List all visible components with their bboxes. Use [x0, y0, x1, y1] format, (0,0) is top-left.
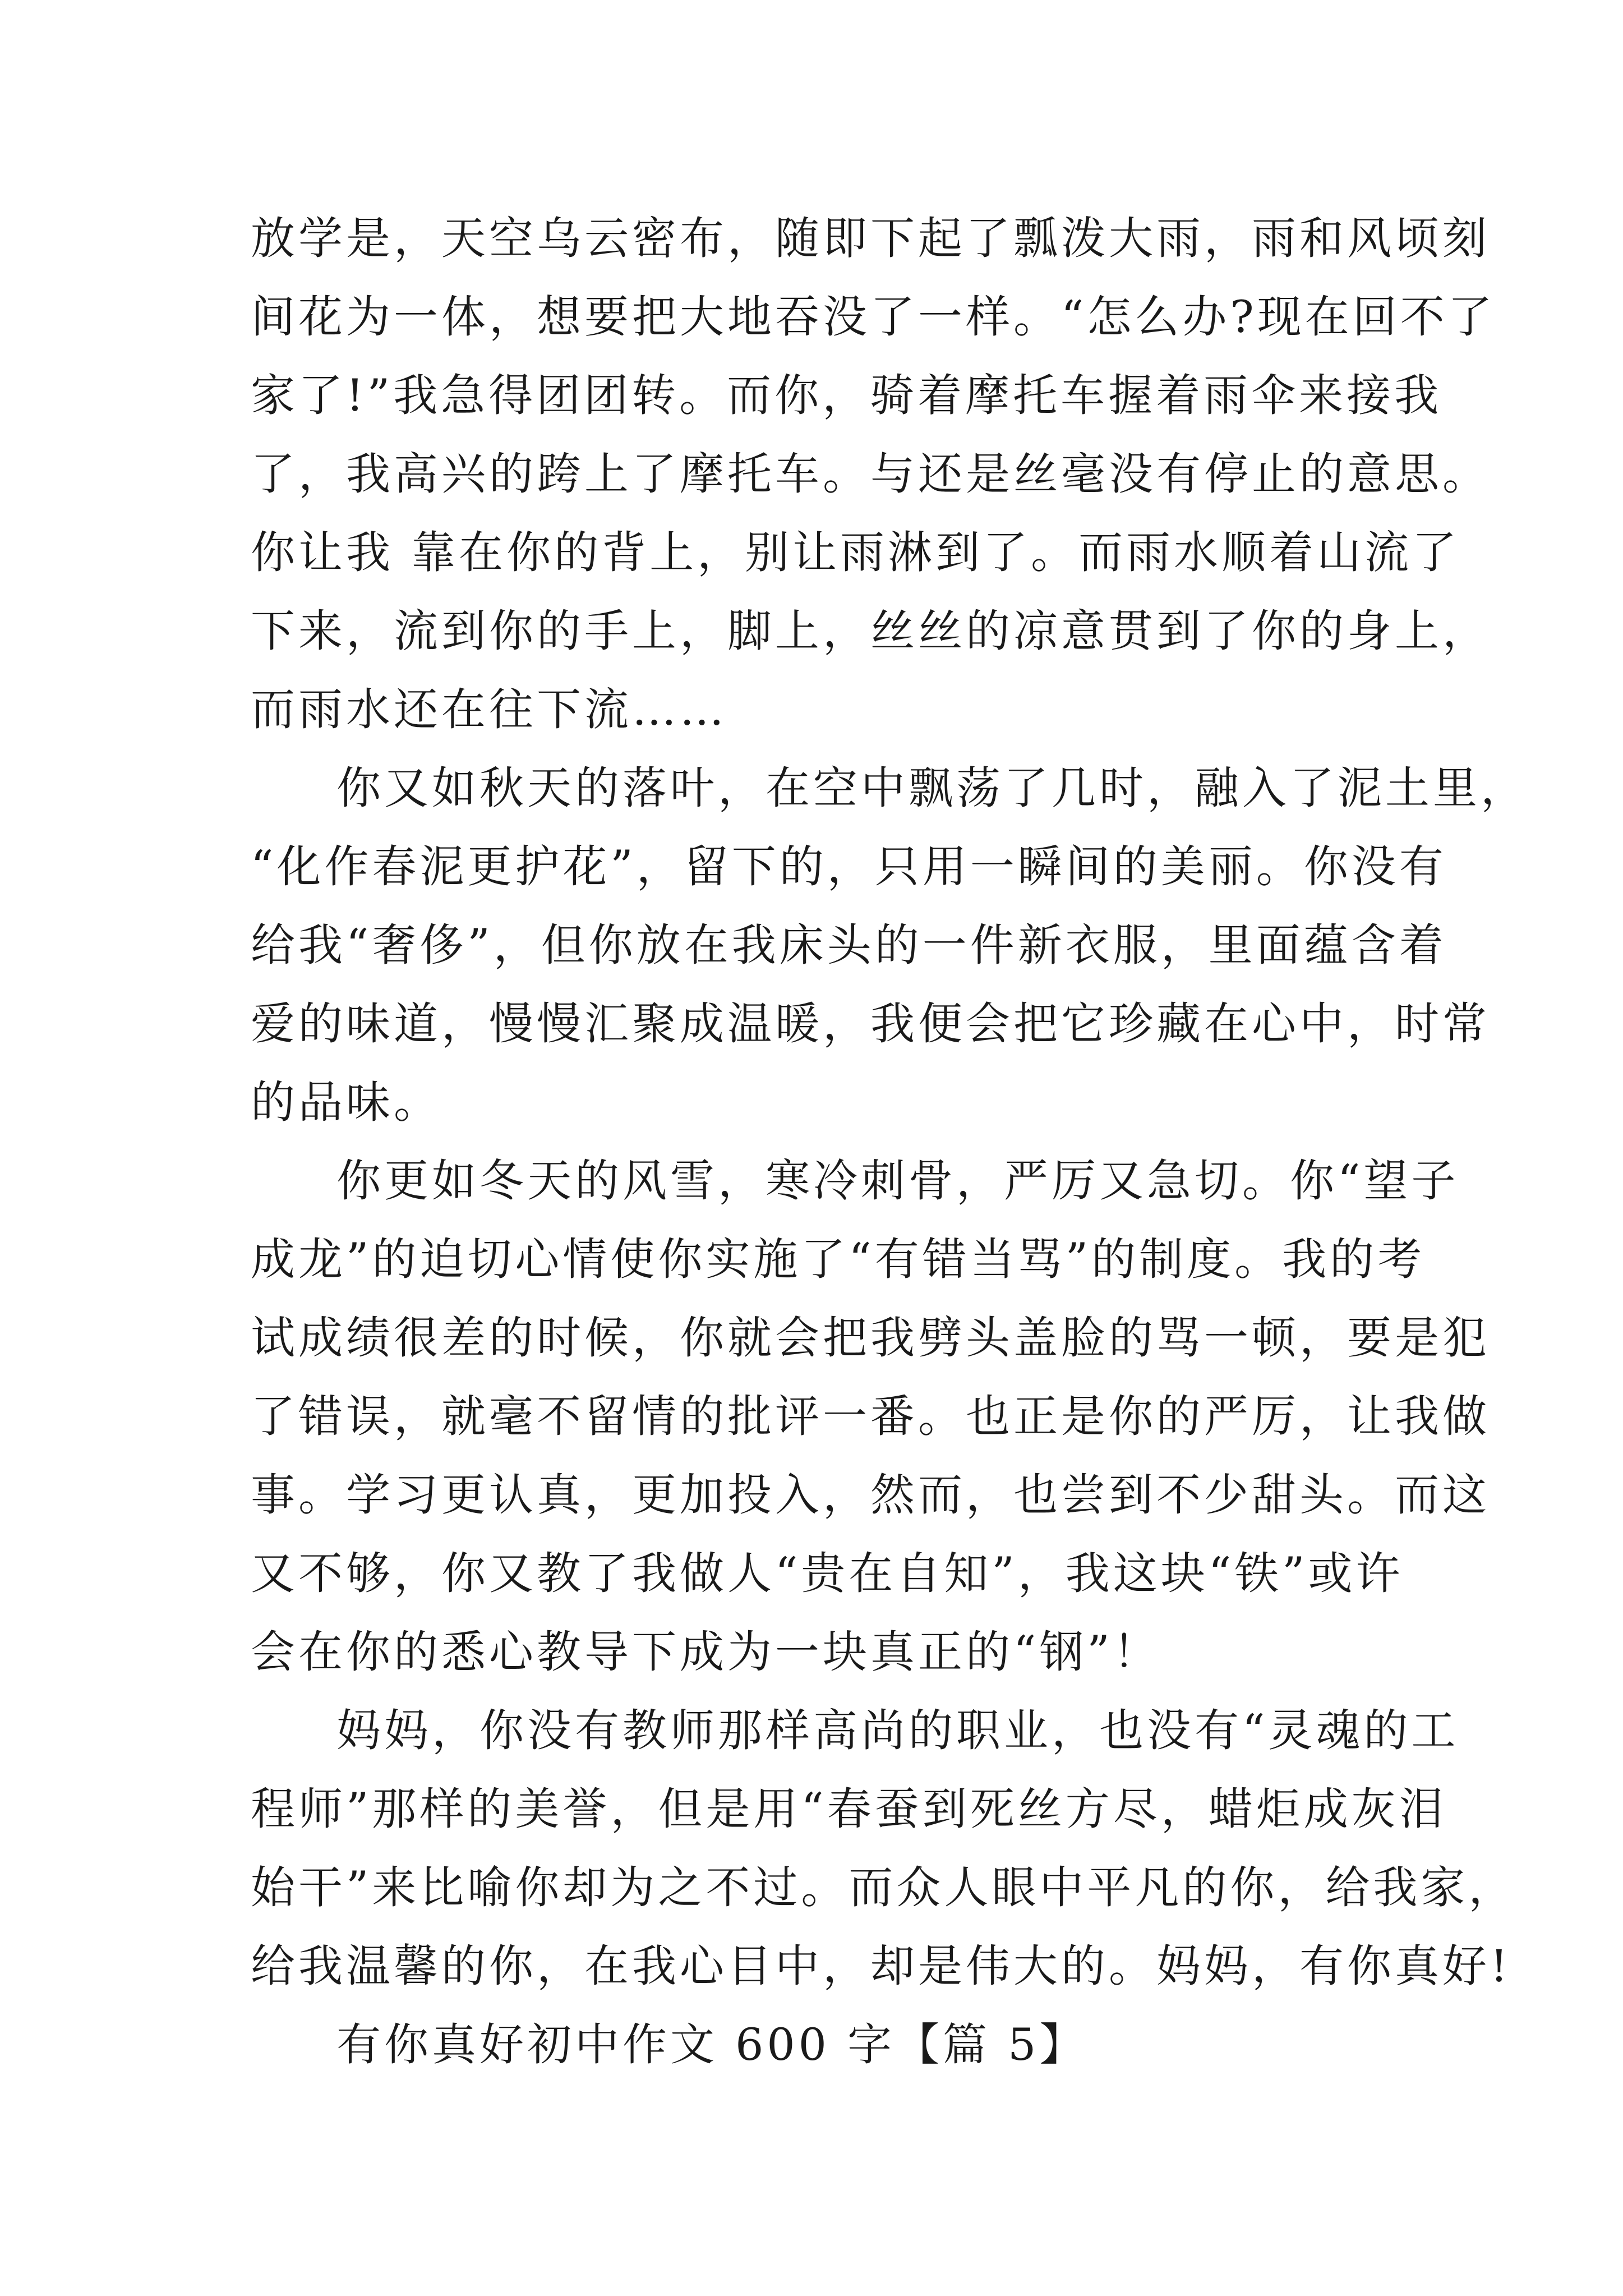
text-line: 始干”来比喻你却为之不过。而众人眼中平凡的你，给我家，	[251, 1862, 1516, 1913]
text-line: 事。学习更认真，更加投入，然而，也尝到不少甜头。而这	[251, 1469, 1490, 1521]
text-line: 间花为一体，想要把大地吞没了一样。“怎么办?现在回不了	[251, 291, 1496, 343]
paragraph-start-line: 你更如冬天的风雪，寒冷刺骨，严厉又急切。你“望子	[336, 1155, 1459, 1207]
text-line: 家了!”我急得团团转。而你，骑着摩托车握着雨伞来接我	[251, 370, 1442, 421]
text-line: 会在你的悉心教导下成为一块真正的“钢”！	[251, 1626, 1161, 1678]
text-line: 放学是，天空乌云密布，随即下起了瓢泼大雨，雨和风顷刻	[251, 213, 1490, 264]
text-line: 你让我 靠在你的背上，别让雨淋到了。而雨水顺着山流了	[251, 527, 1460, 578]
paragraph-start-line: 妈妈，你没有教师那样高尚的职业，也没有“灵魂的工	[336, 1705, 1459, 1756]
text-line: 给我温馨的你，在我心目中，却是伟大的。妈妈，有你真好!	[251, 1940, 1511, 1992]
text-line: 成龙”的迫切心情使你实施了“有错当骂”的制度。我的考	[251, 1234, 1426, 1285]
text-line: 给我“奢侈”，但你放在我床头的一件新衣服，里面蕴含着	[251, 919, 1447, 971]
text-line: 而雨水还在往下流……	[251, 684, 727, 735]
text-line: 下来，流到你的手上，脚上，丝丝的凉意贯到了你的身上，	[251, 605, 1490, 657]
text-line: 的品味。	[251, 1076, 441, 1128]
paragraph-start-line: 你又如秋天的落叶，在空中飘荡了几时，融入了泥土里，	[336, 762, 1528, 814]
text-line: 了，我高兴的跨上了摩托车。与还是丝毫没有停止的意思。	[251, 448, 1490, 500]
text-line: 了错误，就毫不留情的批评一番。也正是你的严厉，让我做	[251, 1391, 1490, 1442]
text-line: 爱的味道，慢慢汇聚成温暖，我便会把它珍藏在心中，时常	[251, 998, 1490, 1050]
text-line: 程师”那样的美誉，但是用“春蚕到死丝方尽，蜡炬成灰泪	[251, 1783, 1447, 1835]
text-line: 试成绩很差的时候，你就会把我劈头盖脸的骂一顿，要是犯	[251, 1312, 1490, 1364]
text-line: “化作春泥更护花”，留下的，只用一瞬间的美丽。你没有	[251, 841, 1447, 892]
section-heading: 有你真好初中作文 600 字【篇 5】	[336, 2019, 1087, 2070]
text-line: 又不够，你又教了我做人“贵在自知”，我这块“铁”或许	[251, 1548, 1404, 1599]
